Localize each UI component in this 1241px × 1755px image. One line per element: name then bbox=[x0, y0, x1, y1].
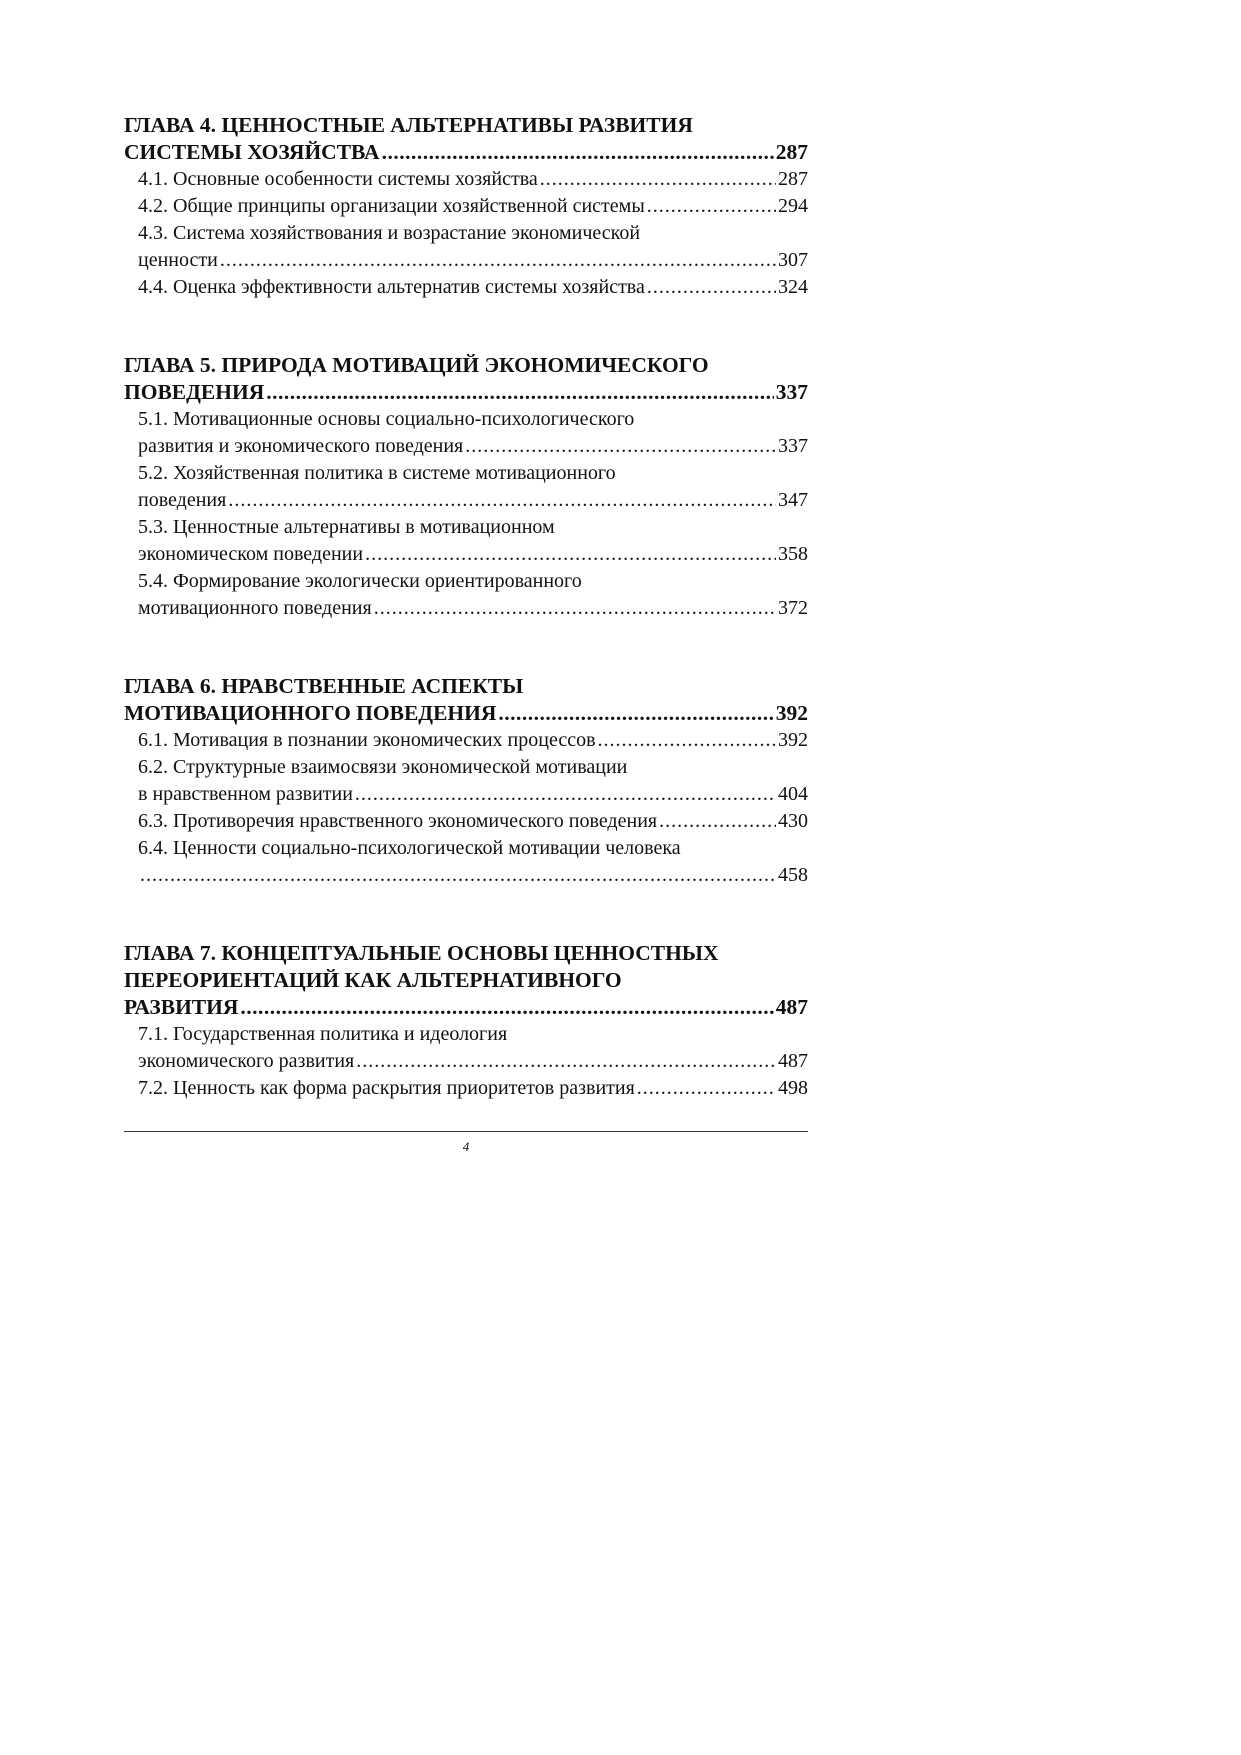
chapter-page-number: 287 bbox=[775, 140, 808, 164]
chapter-page-number: 392 bbox=[775, 701, 808, 725]
toc-entry bbox=[138, 514, 808, 568]
toc-entry-row bbox=[138, 1075, 808, 1102]
chapter-title-line: ГЛАВА 5. ПРИРОДА МОТИВАЦИЙ ЭКОНОМИЧЕСКОГО bbox=[124, 353, 709, 377]
toc-entry bbox=[138, 727, 808, 754]
section-list bbox=[124, 727, 808, 889]
toc-entry-text: 4.4. Оценка эффективности альтернатив системы хозяйства bbox=[138, 276, 645, 298]
chapter-title bbox=[124, 112, 808, 166]
toc-page-number: 458 bbox=[778, 864, 808, 886]
toc-entry bbox=[138, 835, 808, 889]
toc-entry bbox=[138, 406, 808, 460]
toc-entry-line: 5.4. Формирование экологически ориентированного bbox=[138, 570, 582, 592]
toc-page-number: 324 bbox=[778, 276, 808, 298]
chapter-block bbox=[124, 352, 808, 622]
chapter-title-text: МОТИВАЦИОННОГО ПОВЕДЕНИЯ bbox=[124, 701, 497, 725]
footer-rule bbox=[124, 1131, 808, 1132]
toc-page-number: 487 bbox=[778, 1050, 808, 1072]
toc-entry-row bbox=[138, 727, 808, 754]
dot-leader bbox=[240, 994, 773, 1021]
dot-leader bbox=[647, 193, 776, 220]
toc-entry-row bbox=[138, 595, 808, 622]
toc-entry-line: 7.1. Государственная политика и идеология bbox=[138, 1023, 508, 1045]
toc-page-number: 498 bbox=[778, 1077, 808, 1099]
toc-entry-text: 4.2. Общие принципы организации хозяйственной системы bbox=[138, 195, 645, 217]
chapter-title-line: ПЕРЕОРИЕНТАЦИЙ КАК АЛЬТЕРНАТИВНОГО bbox=[124, 968, 622, 992]
toc-entry-row bbox=[138, 166, 808, 193]
toc-entry-row bbox=[138, 274, 808, 301]
chapter-page-number: 337 bbox=[775, 380, 808, 404]
chapter-title bbox=[124, 352, 808, 406]
chapter-title bbox=[124, 673, 808, 727]
toc-page-number: 430 bbox=[778, 810, 808, 832]
chapter-block bbox=[124, 112, 808, 301]
toc-page-number: 372 bbox=[778, 597, 808, 619]
chapter-title-text: СИСТЕМЫ ХОЗЯЙСТВА bbox=[124, 140, 380, 164]
toc-entry bbox=[138, 808, 808, 835]
chapter-title-line: ГЛАВА 6. НРАВСТВЕННЫЕ АСПЕКТЫ bbox=[124, 674, 524, 698]
page-number: 4 bbox=[462, 1139, 470, 1154]
dot-leader bbox=[637, 1075, 776, 1102]
dot-leader bbox=[365, 541, 776, 568]
toc-entry-text: поведения bbox=[138, 489, 227, 511]
toc-entry-text: в нравственном развитии bbox=[138, 783, 353, 805]
dot-leader bbox=[540, 166, 776, 193]
dot-leader bbox=[647, 274, 776, 301]
toc-entry-text: 6.3. Противоречия нравственного экономического поведения bbox=[138, 810, 658, 832]
toc-page-number: 404 bbox=[778, 783, 808, 805]
chapter-title-entry bbox=[124, 700, 808, 727]
toc-entry-line: 5.2. Хозяйственная политика в системе мотивационного bbox=[138, 462, 616, 484]
dot-leader bbox=[140, 862, 776, 889]
toc-entry-row bbox=[138, 781, 808, 808]
dot-leader bbox=[228, 487, 776, 514]
toc-page-number: 392 bbox=[778, 729, 808, 751]
toc-page-number: 294 bbox=[778, 195, 808, 217]
toc-entry bbox=[138, 193, 808, 220]
section-list bbox=[124, 1021, 808, 1102]
toc-entry-line: 4.3. Система хозяйствования и возрастание экономической bbox=[138, 222, 641, 244]
toc-page-number: 347 bbox=[778, 489, 808, 511]
toc-entry-text: мотивационного поведения bbox=[138, 597, 372, 619]
toc-entry-line: 6.4. Ценности социально-психологической мотивации человека bbox=[138, 837, 681, 859]
toc-entry-text: 4.1. Основные особенности системы хозяйства bbox=[138, 168, 538, 190]
toc-entry bbox=[138, 220, 808, 274]
toc-entry-text: 7.2. Ценность как форма раскрытия приоритетов развития bbox=[138, 1077, 635, 1099]
toc-page-number: 358 bbox=[778, 543, 808, 565]
toc-entry bbox=[138, 274, 808, 301]
section-list bbox=[124, 406, 808, 622]
dot-leader bbox=[374, 595, 776, 622]
toc-entry-text: развития и экономического поведения bbox=[138, 435, 464, 457]
dot-leader bbox=[465, 433, 776, 460]
chapter-title-entry bbox=[124, 994, 808, 1021]
chapter-title bbox=[124, 940, 808, 1021]
toc-entry-row bbox=[138, 487, 808, 514]
dot-leader bbox=[355, 781, 776, 808]
chapter-title-line: ГЛАВА 7. КОНЦЕПТУАЛЬНЫЕ ОСНОВЫ ЦЕННОСТНЫХ bbox=[124, 941, 719, 965]
toc-entry-row bbox=[138, 808, 808, 835]
toc-page-number: 307 bbox=[778, 249, 808, 271]
toc-entry bbox=[138, 754, 808, 808]
toc-entry-row bbox=[138, 862, 808, 889]
toc-entry-line: 6.2. Структурные взаимосвязи экономической мотивации bbox=[138, 756, 628, 778]
chapter-block bbox=[124, 940, 808, 1102]
dot-leader bbox=[598, 727, 776, 754]
toc-entry bbox=[138, 460, 808, 514]
chapter-title-text: ПОВЕДЕНИЯ bbox=[124, 380, 265, 404]
chapter-page-number: 487 bbox=[775, 995, 808, 1019]
toc-entry bbox=[138, 1075, 808, 1102]
toc-entry bbox=[138, 1021, 808, 1075]
toc-entry-row bbox=[138, 193, 808, 220]
toc-entry-row bbox=[138, 1048, 808, 1075]
chapter-title-entry bbox=[124, 139, 808, 166]
chapter-title-entry bbox=[124, 379, 808, 406]
dot-leader bbox=[659, 808, 776, 835]
dot-leader bbox=[382, 139, 774, 166]
chapter-title-text: РАЗВИТИЯ bbox=[124, 995, 239, 1019]
toc-entry bbox=[138, 166, 808, 193]
toc-entry-text: 6.1. Мотивация в познании экономических процессов bbox=[138, 729, 596, 751]
dot-leader bbox=[220, 247, 776, 274]
dot-leader bbox=[356, 1048, 776, 1075]
toc-entry-text: ценности bbox=[138, 249, 218, 271]
toc-entry-line: 5.3. Ценностные альтернативы в мотивационном bbox=[138, 516, 555, 538]
toc-entry-text: экономическом поведении bbox=[138, 543, 364, 565]
table-of-contents bbox=[124, 112, 808, 1102]
toc-entry-row bbox=[138, 247, 808, 274]
chapter-block bbox=[124, 673, 808, 889]
toc-page-number: 287 bbox=[778, 168, 808, 190]
toc-entry-line: 5.1. Мотивационные основы социально-психологического bbox=[138, 408, 635, 430]
toc-entry-row bbox=[138, 541, 808, 568]
dot-leader bbox=[266, 379, 774, 406]
chapter-title-line: ГЛАВА 4. ЦЕННОСТНЫЕ АЛЬТЕРНАТИВЫ РАЗВИТИЯ bbox=[124, 113, 693, 137]
toc-page-number: 337 bbox=[778, 435, 808, 457]
toc-entry-text: экономического развития bbox=[138, 1050, 355, 1072]
toc-entry bbox=[138, 568, 808, 622]
section-list bbox=[124, 166, 808, 301]
toc-entry-row bbox=[138, 433, 808, 460]
dot-leader bbox=[498, 700, 773, 727]
